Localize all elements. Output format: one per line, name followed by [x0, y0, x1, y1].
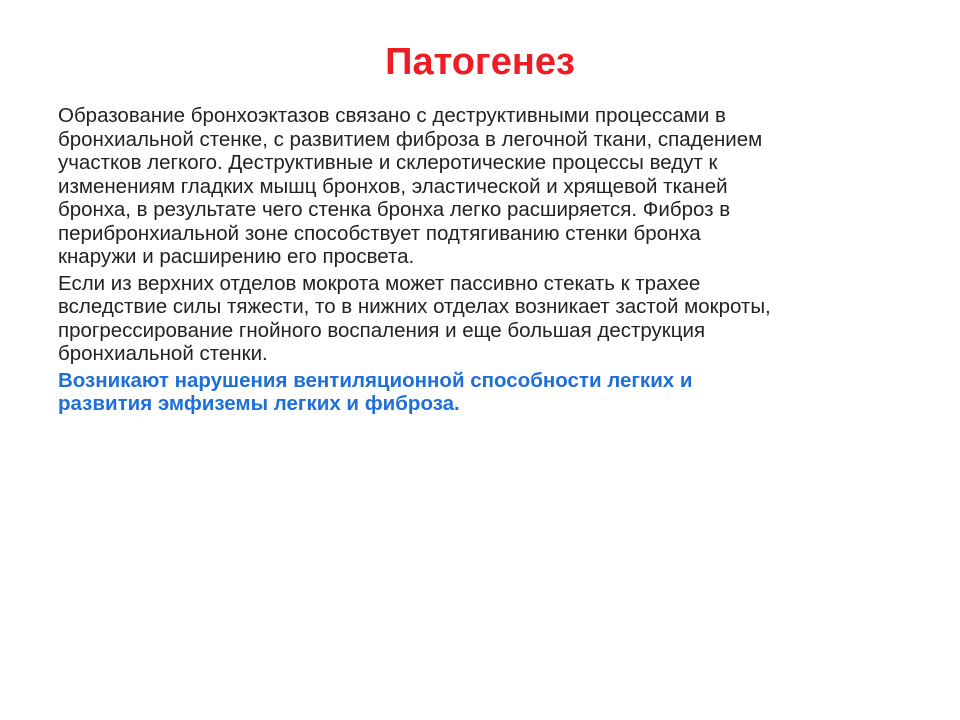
text-line: Если из верхних отделов мокрота может пассивно стекать к трахее: [58, 271, 701, 295]
paragraph-sputum-stasis: [58, 272, 938, 366]
text-line: развития эмфиземы легких и фиброза.: [58, 392, 460, 415]
paragraph-pathogenesis: [58, 104, 938, 269]
text-line: перибронхиальной зоне способствует подтягиванию стенки бронха: [58, 221, 701, 245]
text-line: вследствие силы тяжести, то в нижних отделах возникает застой мокроты,: [58, 295, 771, 318]
text-line: прогрессирование гнойного воспаления и еще большая деструкция: [58, 318, 706, 342]
slide-title: Патогенез: [385, 41, 575, 83]
text-line: Возникают нарушения вентиляционной способности легких и: [58, 368, 693, 392]
slide-body: [58, 104, 938, 419]
text-line: бронхиальной стенки.: [58, 342, 268, 365]
paragraph-conclusion: [58, 369, 938, 416]
text-line: кнаружи и расширению его просвета.: [58, 245, 415, 268]
text-line: участков легкого. Деструктивные и склеротические процессы ведут к: [58, 151, 718, 174]
text-line: бронха, в результате чего стенка бронха легко расширяется. Фиброз в: [58, 198, 731, 221]
text-line: бронхиальной стенке, с развитием фиброза в легочной ткани, спадением: [58, 127, 763, 151]
text-line: изменениям гладких мышц бронхов, эластической и хрящевой тканей: [58, 174, 728, 198]
text-line: Образование бронхоэктазов связано с деструктивными процессами в: [58, 104, 726, 127]
